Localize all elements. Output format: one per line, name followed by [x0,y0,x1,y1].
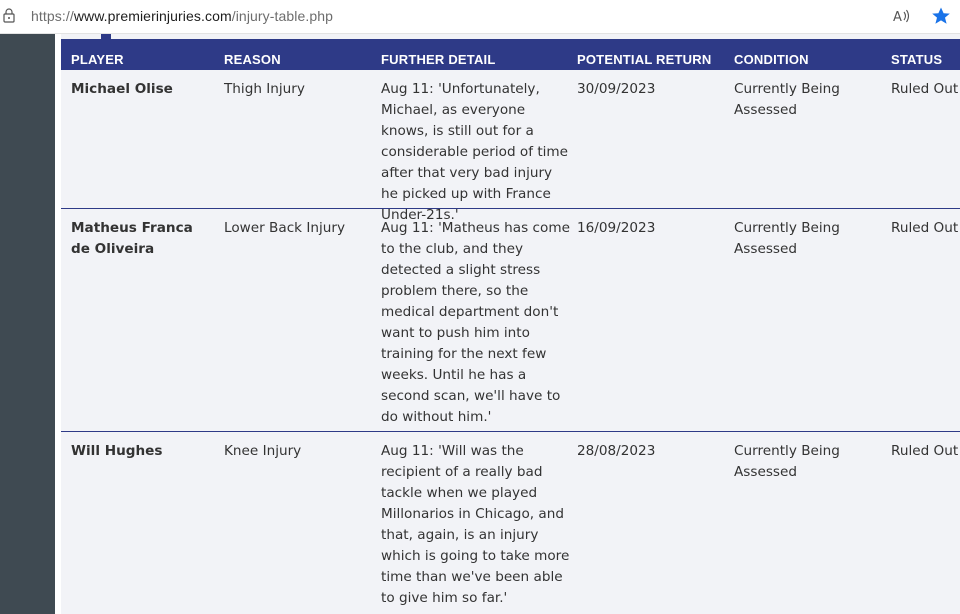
further-detail: Aug 11: 'Will was the recipient of a really bad tackle when we played Millonarios in Chicago, and that, again, is an injury which is going to take more time than we've been able to give him so far.' [381,443,570,606]
status: Ruled Out [891,81,959,97]
table-row [61,432,960,614]
header-reason[interactable]: REASON [224,52,281,67]
header-tab-fragment [101,34,111,40]
condition: Currently Being Assessed [734,81,840,118]
status: Ruled Out [891,220,959,236]
url-scheme: https:// [31,8,74,24]
injury-table [61,34,960,614]
condition: Currently Being Assessed [734,220,840,257]
browser-address-bar [0,0,960,34]
injury-reason: Knee Injury [224,443,302,459]
svg-text:A: A [893,10,902,25]
header-condition[interactable]: CONDITION [734,52,809,67]
potential-return: 30/09/2023 [577,81,656,97]
url-field[interactable] [31,8,333,24]
header-further-detail[interactable]: FURTHER DETAIL [381,52,496,67]
read-aloud-icon[interactable] [892,6,912,26]
condition: Currently Being Assessed [734,443,840,480]
table-header [61,39,960,70]
player-name[interactable]: Michael Olise [71,81,173,97]
header-status[interactable]: STATUS [891,52,943,67]
injury-reason: Thigh Injury [224,81,305,97]
lock-icon[interactable] [3,8,15,23]
table-row [61,209,960,432]
further-detail: Aug 11: 'Unfortunately, Michael, as everyone knows, is still out for a considerable period of time after that very bad injury he picked up with France Under-21s.' [381,81,569,223]
url-path: /injury-table.php [231,8,334,24]
potential-return: 16/09/2023 [577,220,656,236]
injury-reason: Lower Back Injury [224,220,346,236]
table-row [61,70,960,223]
player-name[interactable]: Matheus Franca de Oliveira [71,220,193,257]
header-player[interactable]: PLAYER [71,52,124,67]
player-name[interactable]: Will Hughes [71,443,163,459]
potential-return: 28/08/2023 [577,443,656,459]
further-detail: Aug 11: 'Matheus has come to the club, and they detected a slight stress problem there, so the medical department don't want to push him into training for the next few weeks. Until he has a second scan, we'll have to do without him.' [381,220,570,425]
page-sidebar [0,34,55,614]
header-potential-return[interactable]: POTENTIAL RETURN [577,52,712,67]
url-host: www.premierinjuries.com [73,8,232,24]
status: Ruled Out [891,443,959,459]
favorite-star-icon[interactable] [931,6,951,26]
